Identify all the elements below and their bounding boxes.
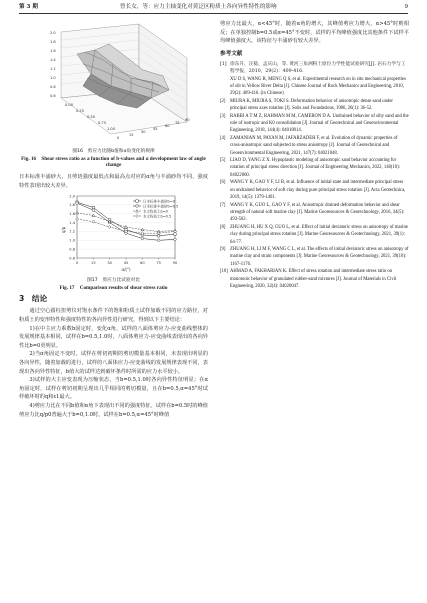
x-axis-label: α/(°) bbox=[121, 267, 131, 273]
b-tick: 0.25 bbox=[76, 109, 85, 113]
running-header bbox=[0, 0, 427, 15]
x-tick-label: 90 bbox=[172, 261, 178, 266]
reference-entry bbox=[220, 202, 409, 224]
references-heading: 参考文献 bbox=[220, 50, 243, 57]
y-tick-label: 0.8 bbox=[69, 247, 75, 252]
y-tick-label: 1.0 bbox=[69, 238, 75, 243]
b-tick: 0.75 bbox=[98, 121, 107, 125]
reference-number: [4] bbox=[220, 135, 226, 141]
y-tick-label: 1.2 bbox=[69, 229, 75, 234]
legend-marker bbox=[136, 205, 139, 208]
right-column bbox=[220, 20, 409, 290]
z-tick: 0.8 bbox=[50, 85, 56, 89]
x-tick-label: 30 bbox=[107, 261, 112, 266]
header-rule bbox=[19, 13, 408, 14]
z-tick: 1.4 bbox=[50, 58, 56, 62]
conclusion-paragraph: 通过空心圆柱扭剪仪对饱水条件下的饱和粉质土试样加载不同的应力路径，对粉质土的变形特性和强度特性的各向异性进行研究，得到以下主要结论： bbox=[19, 308, 208, 324]
z-tick: 1.0 bbox=[50, 76, 56, 80]
reference-text: ZHUANG H, HU X Q, GUO L, et al. Effect of initial deviatoric stress on anisotropy of marine clay during principal stress rotation [J]. Marine Georesources & Geotechnology, 2021, 39(1): 64-77. bbox=[230, 224, 408, 245]
legend-label: 日本标准丰浦砂b=0.5 bbox=[143, 204, 179, 209]
conclusion-item-3: 3)试样的大主应变表现为压缩状态，当b=0.5,1.0时各向异性特征明显；在α角固定时，试样在剪切初期呈现出几乎相同的剪切模量，且在b=0.5,α=45°时试样破坏时的q和ε1最大。 bbox=[19, 377, 208, 401]
reference-entry bbox=[220, 179, 409, 201]
alpha-tick: 15 bbox=[129, 133, 134, 137]
figure-16-caption-en: Fig. 16 Shear stress ratio as a function of b-values and α development law of angle change bbox=[21, 155, 206, 169]
reference-entry bbox=[220, 98, 409, 113]
reference-text: WANG Y K, GUO L, GAO Y F, et al. Anisotropic drained deformation behavior and shear strength of natural soft marine clay [J]. Marine Georesources & Geotechnology, 2016, 34(5): 493-502. bbox=[230, 202, 405, 223]
y-tick-label: 1.4 bbox=[69, 221, 75, 226]
page-number: 9 bbox=[404, 4, 408, 10]
x-tick-label: 0 bbox=[75, 261, 79, 266]
reference-number: [3] bbox=[220, 113, 226, 119]
reference-entry bbox=[220, 76, 409, 98]
reference-number: [10] bbox=[220, 269, 228, 275]
legend bbox=[133, 198, 178, 218]
reference-number: [7] bbox=[220, 202, 226, 208]
reference-entry bbox=[220, 157, 409, 179]
reference-number: [6] bbox=[220, 180, 226, 186]
y-tick-label: 1.8 bbox=[69, 203, 75, 208]
reference-text: RABBI A T M Z, RAHMAN M M, CAMERON D A. Undrained behavior of silty sand and the role of isotropic and K0 consolidation [J]. Journal of Geotechnical and Geoenvironmental Engineering, 2018, 144(4): 04018014. bbox=[230, 113, 409, 134]
z-axis-ticks bbox=[50, 31, 56, 98]
data-point bbox=[92, 209, 95, 212]
z-tick: 0.6 bbox=[50, 94, 56, 98]
figure-16 bbox=[19, 20, 208, 169]
z-tick: 1.8 bbox=[50, 40, 56, 44]
reference-text: WANG Y K, GAO Y F, LI B, et al. Influence of initial state and intermediate principal stress on undrained behavior of soft clay during pure principal stress rotation [J]. Acta Geotechnica, 2019, 14(5): 1379-1401. bbox=[230, 180, 406, 201]
y-axis-label: q/p bbox=[61, 226, 66, 234]
alpha-tick: 60 bbox=[165, 124, 170, 128]
reference-text: AHMAD A, FAKHARIAN K. Effect of stress rotation and intermediate stress ratio on monotonic behavior of granulated rubber-sand mixtures [J]. Journal of Materials in Civil Engineering, 2020, 32(4): 04020047. bbox=[230, 269, 397, 289]
reference-entry bbox=[220, 135, 409, 157]
data-point bbox=[76, 212, 79, 215]
reference-number: [1] bbox=[220, 61, 227, 67]
z-tick: 1.2 bbox=[50, 67, 56, 71]
left-column bbox=[19, 20, 208, 419]
data-point bbox=[174, 233, 176, 235]
reference-text: LIAO D, YANG Z X. Hypoplastic modeling of anisotropic sand behavior accounting for rotation of principal stress direction [J]. Journal of Engineering Mechanics, 2022, 148(10): 04022060. bbox=[230, 158, 401, 178]
figure-17-caption-zh: 图17 剪应力比试验对比 bbox=[87, 278, 140, 284]
data-point bbox=[76, 218, 79, 221]
y-tick-label: 2.0 bbox=[69, 194, 75, 199]
data-point bbox=[92, 220, 95, 223]
reference-text: XU D S, WANG R, MENG Q S, et al. Experimental research on in situ mechanical properties of silt in Yellow River Delta [J]. Chinese Journal of Rock Mechanics and Engineering, 2010, 29(2): 409-416. (in Chinese) bbox=[230, 76, 406, 97]
y-tick-label: 1.6 bbox=[69, 212, 75, 217]
x-tick-label: 75 bbox=[156, 261, 161, 266]
issue-number: 第 3 期 bbox=[19, 4, 38, 10]
b-tick: 0.50 bbox=[87, 115, 96, 119]
reference-entry bbox=[220, 224, 409, 246]
z-tick: 2.0 bbox=[50, 31, 56, 35]
reference-entry bbox=[220, 268, 409, 290]
figure-17-caption-en: Fig. 17 Comparison results of shear stress ratio bbox=[59, 284, 168, 291]
reference-number: [5] bbox=[220, 158, 226, 164]
y-tick-label: 0.6 bbox=[69, 256, 75, 261]
y-tick-labels bbox=[69, 194, 75, 260]
legend-marker bbox=[136, 215, 139, 218]
figure-17 bbox=[19, 192, 208, 291]
legend-label: 日本标准丰浦砂b=0 bbox=[143, 199, 175, 204]
x-tick-label: 60 bbox=[140, 261, 145, 266]
x-tick-labels bbox=[76, 258, 178, 265]
alpha-tick: 30 bbox=[141, 130, 146, 134]
legend-label: 本文粉质土b=0 bbox=[143, 209, 168, 214]
alpha-tick: 0 bbox=[117, 136, 120, 140]
body-paragraph: 日本标准丰浦砂大，且剪切强度最低点和最高点对应的α角与丰浦砂均不同，强度特性表现出较大差异。 bbox=[19, 174, 208, 189]
data-point bbox=[76, 202, 79, 205]
data-point bbox=[141, 237, 144, 240]
reference-number: [2] bbox=[220, 98, 226, 104]
data-point bbox=[125, 226, 128, 229]
data-point bbox=[108, 226, 111, 229]
surface-plot-3d bbox=[19, 20, 208, 145]
data-point bbox=[92, 207, 94, 209]
data-point bbox=[157, 235, 159, 237]
data-point bbox=[157, 239, 160, 242]
legend-marker bbox=[136, 200, 138, 202]
reference-text: 徐东升，汪稔，孟庆山，等. 黄河三角洲粉土原位力学性能试验研究[J]. 岩石力学与工程学报，2010，29(2)：409-416. bbox=[230, 61, 406, 75]
z-tick: 1.6 bbox=[50, 49, 56, 53]
alpha-tick: 45 bbox=[153, 127, 158, 131]
alpha-tick: 75 bbox=[175, 121, 180, 125]
reference-entry bbox=[220, 113, 409, 135]
reference-entry bbox=[220, 246, 409, 268]
reference-text: MIURA K, MIURA S, TOKI S. Deformation behavior of anisotropic dense sand under principal stress axes rotation [J]. Soils and Foundations, 1986, 26(1): 36-52. bbox=[230, 98, 393, 112]
figure-16-caption-zh: 图16 剪应力比随b值和α角变化的规律 bbox=[72, 149, 155, 154]
data-point bbox=[174, 238, 177, 241]
line-chart bbox=[19, 192, 208, 274]
reference-text: ZHUANG H, LI M F, WANG C L, et al. The effects of initial deviatoric stress on anisotropy of marine clay and strain components [J]. Marine Georesources & Geotechnology, 2021, 39(10): 1167-1176. bbox=[230, 246, 409, 267]
legend-label: 本文粉质土b=0.5 bbox=[143, 214, 172, 219]
reference-number: [8] bbox=[220, 224, 226, 230]
reference-list bbox=[220, 61, 409, 291]
reference-entry bbox=[220, 61, 409, 76]
x-tick-label: 15 bbox=[91, 261, 96, 266]
conclusion-item-1: 1)在中主应力系数b固定时，变化α角，试样的八面体剪应力-应变曲线整体的发展规律基本相同，试样在b=0.5,1.0时，八面体剪应力-应变曲线表现出的各向异性比b=0更明显。 bbox=[19, 325, 208, 349]
running-title: 曾长女，等：应力主轴变化对黄泛区粉质土各向异性特性的影响 bbox=[120, 4, 277, 10]
b-tick: 0.00 bbox=[65, 103, 74, 107]
section-heading: 3 结论 bbox=[19, 294, 48, 304]
x-tick-label: 45 bbox=[123, 261, 129, 266]
conclusion-item-2: 2)当α角固定不变时，试样在剪切初期的剪切模量基本相同，未表现出明显的各向异性，随着加载的进行，试样的八面体应力-应变曲线的发展规律表现不同，表现出各向异性特征，b值大的试样达到破坏条件时所需的应力水平较小。 bbox=[19, 351, 208, 375]
conclusion-item-4: 4)剪应力比在不同b值和α角下表现出不同的强度特征。试样在b=0.5时的峰值剪应力比q/p0普遍大于b=0,1.0时。试样在b=0.5,α=45°时峰值 bbox=[19, 403, 208, 418]
reference-text: ZAMANIAN M, PAYAN M, JAFARZADEH F, et al. Evolution of dynamic properties of cross-anisotropic sand subjected to stress anisotropy [J]. Journal of Geotechnical and Geoenvironmental Engineering, 2021, 147(7): 04021048. bbox=[230, 135, 398, 156]
b-tick: 1.00 bbox=[107, 127, 116, 131]
reference-number: [9] bbox=[220, 246, 226, 252]
body-paragraph-continued: 剪应力比最大，α<45°时，随着α角的增大，其峰值剪应力增大，α>45°时则相反；在单独控制b=0.5或α=45°不变时，试样的平均峰值强度比其他条件下试样平均峰值强度大，该特征与丰浦砂有较大差异。 bbox=[220, 21, 409, 45]
alpha-tick: 90 bbox=[185, 118, 190, 122]
